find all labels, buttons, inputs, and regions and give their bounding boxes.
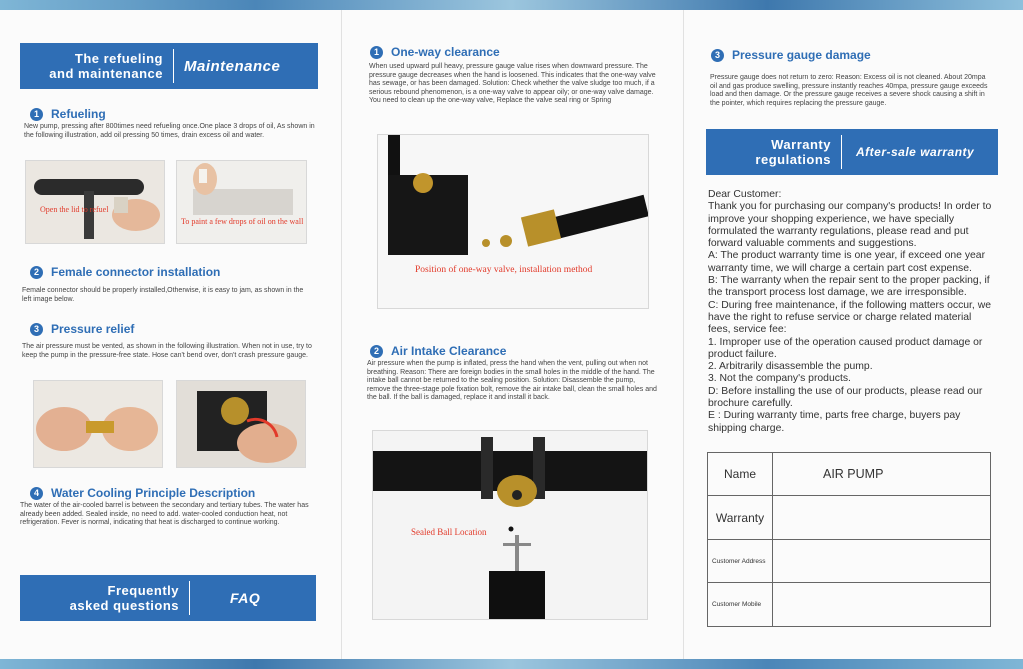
mobile-value[interactable] bbox=[773, 583, 991, 627]
photo-caption: Open the lid to refuel bbox=[40, 205, 109, 214]
photo-caption: Sealed Ball Location bbox=[411, 527, 487, 537]
section-heading: 3 Pressure relief bbox=[30, 322, 134, 336]
oil-photo bbox=[176, 160, 307, 244]
section-text: Female connector should be properly installed,Otherwise, it is easy to jam, as shown in the left image below. bbox=[22, 287, 304, 303]
refuel-photo bbox=[25, 160, 165, 244]
name-value[interactable]: AIR PUMP bbox=[773, 453, 991, 496]
mobile-label: Customer Mobile bbox=[708, 583, 773, 627]
bottom-color-band bbox=[0, 659, 1023, 669]
pump-handle-illustration bbox=[26, 161, 164, 243]
section-heading: 1 Refueling bbox=[30, 107, 106, 121]
letter-line: D: Before installing the use of our products, please read our brochure carefully. bbox=[708, 385, 983, 410]
section-text: The water of the air-cooled barrel is between the secondary and tertiary tubes. The water has already been added. Sealed inside, no need to add. water-cooled conduction heat, not refrigeration. Fever is normal, indicating that heat is discharged to continue working. bbox=[20, 502, 309, 526]
section-text: The air pressure must be vented, as shown in the following illustration. When not in use, try to keep the pump in the pressure-free state. Hose can't bend over, don't crash pressure gauge. bbox=[22, 343, 312, 359]
address-value[interactable] bbox=[773, 540, 991, 583]
faq-banner bbox=[20, 575, 316, 621]
sealed-ball-photo bbox=[372, 430, 648, 620]
banner-title: After-sale warranty bbox=[856, 145, 975, 159]
letter-line: C: During free maintenance, if the following matters occur, we have the right to refuse service or charge related material fees, service fee: bbox=[708, 299, 991, 336]
section-heading: 4 Water Cooling Principle Description bbox=[30, 486, 255, 500]
one-way-valve-photo bbox=[377, 134, 649, 309]
section-heading: 3 Pressure gauge damage bbox=[711, 48, 871, 62]
fold-line-2 bbox=[683, 10, 684, 659]
warranty-label: Warranty bbox=[708, 496, 773, 540]
section-text: Air pressure when the pump is inflated, press the hand when the vent, pulling out when not breathing. Reason: There are foreign bodies in the small holes in the middle of the hand. The intake ball cannot be returned to the sealing position. Solution: Disassemble the pump, remove the three-stage pole fixation bolt, remove the air intake ball, clean the small holes and the ball. If the ball is damaged, replace it and install it back. bbox=[367, 360, 657, 401]
letter-line: Dear Customer: bbox=[708, 189, 782, 200]
section-heading: 2 Female connector installation bbox=[30, 265, 220, 279]
warranty-value[interactable] bbox=[773, 496, 991, 540]
section-heading: 2 Air Intake Clearance bbox=[370, 344, 506, 358]
pressure-relief-photo bbox=[176, 380, 306, 468]
letter-line: Thank you for purchasing our company's products! In order to improve your shopping experience, we have specially formulated the warranty regulations, please read and put forward valuable comments and suggestions. bbox=[708, 201, 992, 250]
name-label: Name bbox=[708, 453, 773, 496]
photo-caption: Position of one-way valve, installation method bbox=[415, 265, 593, 275]
valve-illustration bbox=[378, 135, 648, 308]
warranty-letter bbox=[708, 189, 993, 435]
top-color-band bbox=[0, 0, 1023, 10]
section-text: New pump, pressing after 800times need refueling once.One place 3 drops of oil, As shown in the following illustration, add oil pressing 50 times, drain excess oil and water. bbox=[24, 123, 315, 139]
letter-line: 1. Improper use of the operation caused product damage or product failure. bbox=[708, 336, 983, 360]
pressure-relief-illustration bbox=[177, 381, 305, 467]
hands-connector-illustration bbox=[34, 381, 162, 467]
banner-subtitle: Warranty regulations bbox=[755, 137, 831, 167]
letter-line: E : During warranty time, parts free charge, buyers pay shipping charge. bbox=[708, 410, 961, 434]
warranty-card-table bbox=[707, 452, 991, 627]
letter-line: 2. Arbitrarily disassemble the pump. bbox=[708, 361, 873, 373]
warranty-banner bbox=[706, 129, 998, 175]
letter-line: B: The warranty when the repair sent to the proper packing, if the transport process lost damage, we are irresponsible. bbox=[708, 275, 990, 299]
fold-line-1 bbox=[341, 10, 342, 659]
letter-line: 3. Not the company's products. bbox=[708, 373, 851, 385]
section-heading: 1 One-way clearance bbox=[370, 45, 500, 59]
banner-subtitle: The refueling and maintenance bbox=[49, 51, 163, 81]
letter-line: A: The product warranty time is one year, if exceed one year warranty time, we will charge a certain part cost expense. bbox=[708, 250, 986, 274]
banner-title: FAQ bbox=[230, 590, 261, 606]
banner-subtitle: Frequently asked questions bbox=[69, 583, 179, 613]
photo-caption: To paint a few drops of oil on the wall bbox=[181, 217, 304, 226]
oil-drop-illustration bbox=[177, 161, 306, 243]
banner-title: Maintenance bbox=[184, 57, 281, 75]
female-connector-photo bbox=[33, 380, 163, 468]
section-text: When used upward pull heavy, pressure gauge value rises when downward pressure. The pressure gauge decreases when the hand is loosened. This indicates that the one-way valve has sewage, or has been damaged. Solution: Check whether the valve sludge too much, if a serious rebound phenomenon, is a one-way valve to appear oily; or one-way valve damage. You need to clean up the one-way valve, Replace the valve seal ring or Spring bbox=[369, 63, 656, 104]
section-text: Pressure gauge does not return to zero: Reason: Excess oil is not cleaned. About 20mpa oil and gas produce swelling, pressure instantly reaches 40mpa, pressure gauge exceeds load and then damage. Or the pressure gauge receives a severe shock causing a shift in the pointer, which requires replacing the pressure gauge. bbox=[710, 74, 988, 107]
sealed-ball-illustration bbox=[373, 431, 647, 619]
address-label: Customer Address bbox=[708, 540, 773, 583]
maintenance-banner bbox=[20, 43, 318, 89]
